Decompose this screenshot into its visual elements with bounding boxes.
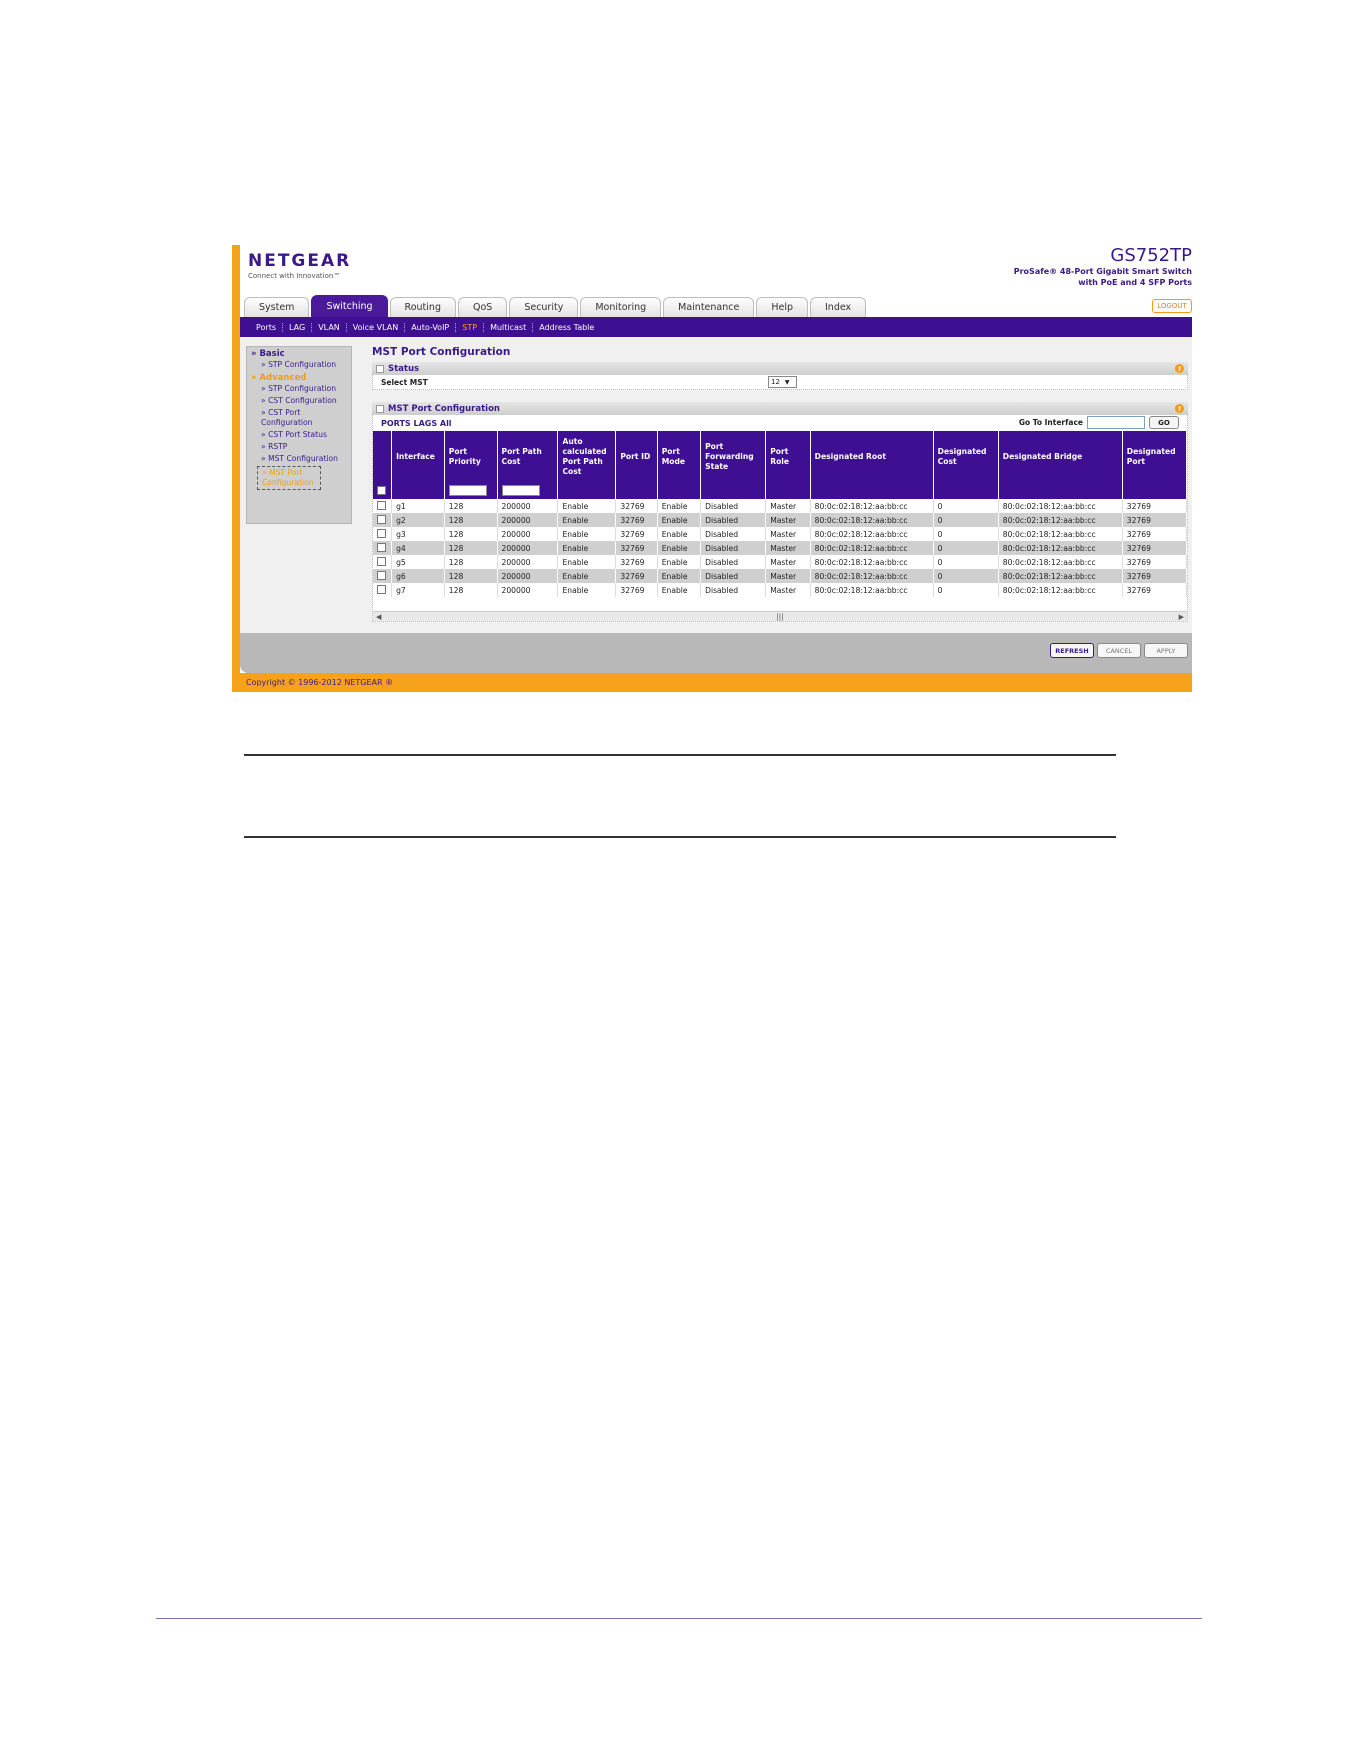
collapse-icon[interactable] <box>376 405 384 413</box>
sidebar-item-cst-port-status[interactable] <box>247 429 351 441</box>
table-cell: 80:0c:02:18:12:aa:bb:cc <box>810 555 933 569</box>
bulk-edit-cell <box>766 483 810 499</box>
table-cell: 80:0c:02:18:12:aa:bb:cc <box>810 541 933 555</box>
table-row[interactable] <box>373 527 1187 541</box>
bulk-path-cost-input[interactable] <box>502 485 540 496</box>
table-cell: 32769 <box>616 541 657 555</box>
table-cell: Master <box>766 513 810 527</box>
row-select-cell <box>373 527 392 541</box>
product-model: GS752TP <box>1110 245 1192 266</box>
table-cell: Master <box>766 583 810 597</box>
config-panel-title: MST Port Configuration <box>388 403 500 414</box>
logout-button[interactable]: LOGOUT <box>1152 299 1192 313</box>
bullet-icon: » <box>261 360 269 369</box>
table-cell: Disabled <box>701 555 766 569</box>
sidebar-item-label: CST Port Status <box>268 430 327 439</box>
table-cell: Enable <box>558 499 616 513</box>
table-cell: g5 <box>392 555 445 569</box>
table-cell: Master <box>766 569 810 583</box>
select-mst-label: Select MST <box>381 377 428 387</box>
table-cell: 128 <box>444 541 497 555</box>
table-cell: 0 <box>933 583 998 597</box>
table-cell: 80:0c:02:18:12:aa:bb:cc <box>810 513 933 527</box>
table-cell: Enable <box>558 569 616 583</box>
bulk-port-priority-input[interactable] <box>449 485 487 496</box>
table-cell: Disabled <box>701 569 766 583</box>
table-cell: Enable <box>657 541 700 555</box>
table-cell: Enable <box>558 513 616 527</box>
table-cell: 32769 <box>1122 541 1186 555</box>
sidebar-item-rstp[interactable] <box>247 441 351 453</box>
column-header: Port Forwarding State <box>701 431 766 483</box>
goto-interface-input[interactable] <box>1087 416 1145 429</box>
sidebar-item-label: STP Configuration <box>268 360 337 369</box>
table-row[interactable] <box>373 569 1187 583</box>
bullet-icon: » <box>261 408 269 417</box>
row-select-cell <box>373 541 392 555</box>
table-cell: 200000 <box>497 499 558 513</box>
port-filter[interactable]: PORTS LAGS All <box>381 418 452 428</box>
table-cell: 200000 <box>497 513 558 527</box>
table-cell: Enable <box>657 555 700 569</box>
row-select-cell <box>373 583 392 597</box>
table-cell: Disabled <box>701 541 766 555</box>
table-cell: 32769 <box>1122 499 1186 513</box>
table-cell: 32769 <box>616 555 657 569</box>
table-cell: 0 <box>933 499 998 513</box>
button-bar <box>1047 643 1188 658</box>
tab-qos[interactable]: QoS <box>458 297 507 317</box>
column-header: Designated Port <box>1122 431 1186 483</box>
table-cell: g4 <box>392 541 445 555</box>
chevron-down-icon: ▼ <box>784 378 790 386</box>
row-checkbox[interactable] <box>377 557 386 566</box>
table-cell: 200000 <box>497 555 558 569</box>
sidebar-item-label: STP Configuration <box>268 384 337 393</box>
table-cell: 128 <box>444 513 497 527</box>
tab-switching[interactable]: Switching <box>311 295 387 317</box>
table-cell: Enable <box>657 513 700 527</box>
page-title: MST Port Configuration <box>372 346 511 358</box>
row-select-cell <box>373 513 392 527</box>
product-desc-line1: ProSafe® 48-Port Gigabit Smart Switch <box>1013 267 1192 276</box>
table-cell: 128 <box>444 555 497 569</box>
apply-button[interactable]: APPLY <box>1144 643 1188 658</box>
table-cell: g2 <box>392 513 445 527</box>
bulk-edit-cell <box>392 483 445 499</box>
table-cell: 200000 <box>497 541 558 555</box>
table-cell: 80:0c:02:18:12:aa:bb:cc <box>998 541 1122 555</box>
sidebar-item-mst-configuration[interactable] <box>247 453 351 465</box>
sidebar-item-mst-port-configuration[interactable] <box>257 466 321 490</box>
table-cell: 32769 <box>1122 513 1186 527</box>
table-cell: 32769 <box>1122 527 1186 541</box>
table-row[interactable] <box>373 541 1187 555</box>
table-cell: Disabled <box>701 583 766 597</box>
row-checkbox[interactable] <box>377 529 386 538</box>
table-cell: 80:0c:02:18:12:aa:bb:cc <box>998 513 1122 527</box>
help-icon[interactable]: ? <box>1175 364 1184 373</box>
table-cell: 0 <box>933 555 998 569</box>
table-row[interactable] <box>373 555 1187 569</box>
sidebar-item-label: CST Configuration <box>268 396 337 405</box>
sidebar-item-label: MST Configuration <box>268 454 338 463</box>
brand-logo <box>248 251 351 280</box>
table-cell: 32769 <box>616 569 657 583</box>
bullet-icon: » <box>261 396 269 405</box>
table-cell: Master <box>766 499 810 513</box>
row-checkbox[interactable] <box>377 585 386 594</box>
bulk-edit-cell <box>933 483 998 499</box>
table-cell: Master <box>766 527 810 541</box>
goto-interface-label: Go To Interface <box>1018 418 1083 427</box>
brand-wordmark: NETGEAR <box>248 251 352 271</box>
bulk-edit-cell <box>701 483 766 499</box>
status-row <box>372 375 1188 390</box>
bullet-icon: » <box>261 442 269 451</box>
bullet-icon: » <box>261 430 269 439</box>
column-header: Port Path Cost <box>497 431 558 483</box>
bullet-icon: » <box>261 454 269 463</box>
column-header: Auto calculated Port Path Cost <box>558 431 616 483</box>
table-cell: 80:0c:02:18:12:aa:bb:cc <box>810 583 933 597</box>
bulk-edit-row <box>373 483 1187 499</box>
table-cell: g3 <box>392 527 445 541</box>
cancel-button[interactable]: CANCEL <box>1097 643 1141 658</box>
table-cell: 32769 <box>616 527 657 541</box>
table-cell: g1 <box>392 499 445 513</box>
footer-copyright: Copyright © 1996-2012 NETGEAR ® <box>232 673 1192 692</box>
table-cell: Disabled <box>701 527 766 541</box>
collapse-icon[interactable] <box>376 365 384 373</box>
bulk-edit-cell <box>558 483 616 499</box>
row-select-cell <box>373 499 392 513</box>
horizontal-scrollbar[interactable] <box>373 611 1187 621</box>
status-panel-title: Status <box>388 363 420 374</box>
table-cell: g7 <box>392 583 445 597</box>
tab-index[interactable]: Index <box>810 297 866 317</box>
orange-frame <box>232 245 240 692</box>
mst-port-table <box>373 431 1187 597</box>
select-all-checkbox[interactable] <box>377 486 386 495</box>
tab-maintenance[interactable]: Maintenance <box>663 297 754 317</box>
subnav-lag[interactable]: LAG <box>283 323 312 332</box>
mst-select[interactable] <box>768 376 797 388</box>
document-rule-bottom <box>244 836 1116 838</box>
bulk-edit-cell <box>444 483 497 499</box>
bulk-edit-cell <box>497 483 558 499</box>
table-cell: Disabled <box>701 513 766 527</box>
table-cell: 80:0c:02:18:12:aa:bb:cc <box>998 583 1122 597</box>
table-cell: Master <box>766 541 810 555</box>
table-cell: Enable <box>657 527 700 541</box>
mst-select-value: 12 <box>771 378 780 386</box>
config-panel-header[interactable] <box>372 402 1188 415</box>
sidebar-item-stp-configuration[interactable] <box>247 359 351 371</box>
row-select-cell <box>373 569 392 583</box>
help-icon[interactable]: ? <box>1175 404 1184 413</box>
scroll-right-icon[interactable]: ▶ <box>1178 612 1184 621</box>
sidebar-item-cst-port-configuration[interactable] <box>247 407 351 429</box>
table-cell: 80:0c:02:18:12:aa:bb:cc <box>998 499 1122 513</box>
goto-interface <box>1019 416 1179 429</box>
row-checkbox[interactable] <box>377 543 386 552</box>
table-cell: 32769 <box>616 513 657 527</box>
tab-monitoring[interactable]: Monitoring <box>580 297 661 317</box>
product-header <box>1014 245 1192 288</box>
main-tabs <box>244 297 868 317</box>
sidebar-item-label: CST Port Configuration <box>261 408 313 427</box>
row-checkbox[interactable] <box>377 571 386 580</box>
bulk-edit-cell <box>616 483 657 499</box>
tab-system[interactable]: System <box>244 297 309 317</box>
table-cell: 80:0c:02:18:12:aa:bb:cc <box>810 527 933 541</box>
brand-tagline: Connect with Innovation™ <box>248 272 341 280</box>
table-cell: Disabled <box>701 499 766 513</box>
filter-row <box>373 415 1187 431</box>
sidebar-head-advanced[interactable]: » Advanced <box>251 373 307 383</box>
sidebar <box>246 346 352 524</box>
table-cell: 80:0c:02:18:12:aa:bb:cc <box>810 499 933 513</box>
bullet-icon: » <box>262 468 270 477</box>
column-header: Port Mode <box>657 431 700 483</box>
subnav-stp[interactable]: STP <box>456 323 484 332</box>
column-header: Designated Root <box>810 431 933 483</box>
column-header: Interface <box>392 431 445 483</box>
table-cell: 80:0c:02:18:12:aa:bb:cc <box>998 527 1122 541</box>
table-cell: 80:0c:02:18:12:aa:bb:cc <box>998 569 1122 583</box>
table-cell: 80:0c:02:18:12:aa:bb:cc <box>998 555 1122 569</box>
tab-routing[interactable]: Routing <box>390 297 456 317</box>
table-cell: 32769 <box>1122 583 1186 597</box>
table-cell: 32769 <box>616 499 657 513</box>
table-cell: Enable <box>558 541 616 555</box>
row-select-cell <box>373 555 392 569</box>
table-cell: 0 <box>933 541 998 555</box>
table-cell: 32769 <box>1122 569 1186 583</box>
table-row[interactable] <box>373 583 1187 597</box>
table-cell: Enable <box>558 555 616 569</box>
column-header: Port Priority <box>444 431 497 483</box>
config-table-wrapper <box>372 415 1188 622</box>
table-cell: Enable <box>657 583 700 597</box>
column-header: Port Role <box>766 431 810 483</box>
table-row[interactable] <box>373 499 1187 513</box>
sidebar-item-stp-configuration[interactable] <box>247 383 351 395</box>
column-header: Port ID <box>616 431 657 483</box>
bulk-edit-cell <box>998 483 1122 499</box>
subnav-address-table[interactable]: Address Table <box>539 322 595 332</box>
bulk-edit-cell <box>810 483 933 499</box>
table-cell: Enable <box>558 583 616 597</box>
subnav-vlan[interactable]: VLAN <box>312 323 347 332</box>
main-content <box>372 346 1188 632</box>
row-checkbox[interactable] <box>377 501 386 510</box>
table-cell: 32769 <box>616 583 657 597</box>
subnav-multicast[interactable]: Multicast <box>484 323 533 332</box>
table-row[interactable] <box>373 513 1187 527</box>
subnav-voice-vlan[interactable]: Voice VLAN <box>347 323 405 332</box>
sub-navigation <box>240 317 1192 337</box>
tab-help[interactable]: Help <box>756 297 808 317</box>
scroll-left-icon[interactable]: ◀ <box>376 612 382 621</box>
sidebar-head-basic[interactable]: » Basic <box>251 349 285 359</box>
app-screenshot <box>232 245 1192 692</box>
sidebar-item-cst-configuration[interactable] <box>247 395 351 407</box>
sidebar-item-label: RSTP <box>268 442 288 451</box>
table-cell: 0 <box>933 569 998 583</box>
table-cell: Enable <box>657 569 700 583</box>
column-header: Designated Cost <box>933 431 998 483</box>
table-header-row <box>373 431 1187 483</box>
subnav-ports[interactable]: Ports <box>250 323 283 332</box>
bulk-edit-cell <box>657 483 700 499</box>
sidebar-head-basic-label: Basic <box>259 349 285 359</box>
table-cell: g6 <box>392 569 445 583</box>
table-cell: 200000 <box>497 527 558 541</box>
table-cell: Master <box>766 555 810 569</box>
subnav-auto-voip[interactable]: Auto-VoIP <box>405 323 456 332</box>
tab-security[interactable]: Security <box>509 297 578 317</box>
document-rule-top <box>244 754 1116 756</box>
bulk-edit-cell <box>1122 483 1186 499</box>
refresh-button[interactable]: REFRESH <box>1050 643 1094 658</box>
table-cell: 80:0c:02:18:12:aa:bb:cc <box>810 569 933 583</box>
scroll-thumb-icon[interactable]: ||| <box>776 612 784 621</box>
table-cell: 200000 <box>497 583 558 597</box>
table-cell: 0 <box>933 527 998 541</box>
bullet-icon: » <box>261 384 269 393</box>
table-cell: Enable <box>657 499 700 513</box>
sidebar-head-advanced-label: Advanced <box>259 373 307 383</box>
table-cell: 128 <box>444 527 497 541</box>
header-select-column <box>373 431 392 483</box>
table-cell: 200000 <box>497 569 558 583</box>
sidebar-item-label: MST Port Configuration <box>262 468 314 487</box>
table-cell: 128 <box>444 569 497 583</box>
table-cell: Enable <box>558 527 616 541</box>
table-cell: 32769 <box>1122 555 1186 569</box>
status-panel-header[interactable] <box>372 362 1188 375</box>
table-cell: 128 <box>444 499 497 513</box>
go-button[interactable]: GO <box>1149 416 1179 429</box>
document-rule-footer <box>156 1618 1202 1619</box>
table-cell: 0 <box>933 513 998 527</box>
row-checkbox[interactable] <box>377 515 386 524</box>
bulk-edit-cell <box>373 483 392 499</box>
table-cell: 128 <box>444 583 497 597</box>
column-header: Designated Bridge <box>998 431 1122 483</box>
product-desc-line2: with PoE and 4 SFP Ports <box>1078 278 1192 287</box>
